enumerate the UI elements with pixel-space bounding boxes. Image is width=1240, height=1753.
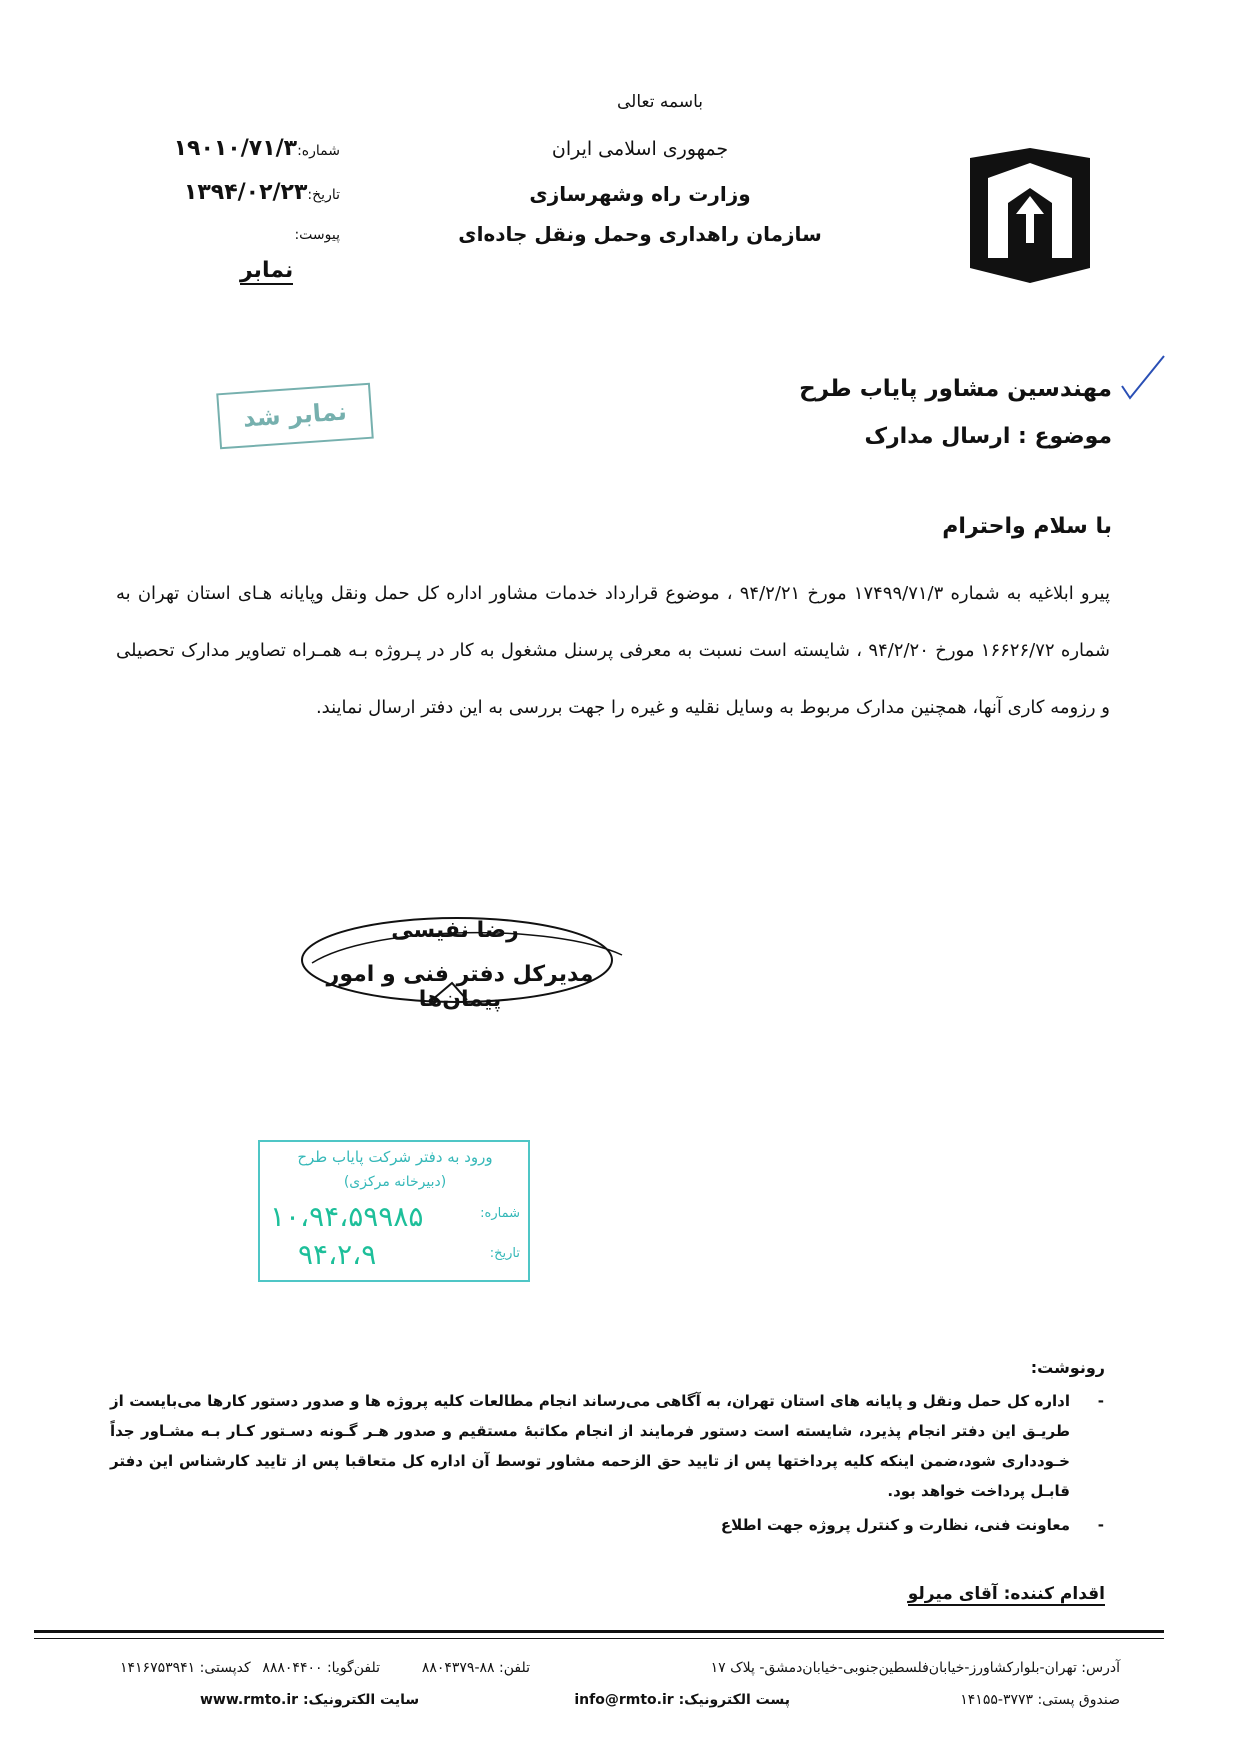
letter-body: پیرو ابلاغیه به شماره ۱۷۴۹۹/۷۱/۳ مورخ ۹۴/۲/۲۱ ، موضوع قرارداد خدمات مشاور اداره کل حمل ونقل وپایانه هـای استان تهران به شماره ۱۶۶۲۶/۷۲ مورخ ۹۴/۲/۲۰ ، شایسته است نسبت به معرفی پرسنل مشغول به کار در پـروژه بـه همـراه تصاویر مدارک تحصیلی و رزومه کاری آنها، همچنین مدارک مربوط به وسایل نقلیه و غیره را جهت بررسی به این دفتر ارسال نمایند. [116, 583, 1110, 718]
addressee: مهندسین مشاور پایاب طرح [799, 376, 1112, 402]
footer-pobox: صندوق پستی: ۳۷۷۳-۱۴۱۵۵ [960, 1692, 1120, 1708]
action-value: آقای میرلو [907, 1584, 998, 1604]
receipt-stamp-line1: ورود به دفتر شرکت پایاب طرح [297, 1148, 493, 1166]
footer-fax: تلفن‌گویا: ۸۸۸۰۴۴۰۰ [262, 1660, 380, 1676]
subject: موضوع : ارسال مدارک [864, 424, 1112, 449]
letter-number [130, 136, 340, 161]
footer-email-label: پست الکترونیک: [678, 1692, 790, 1708]
action-by [780, 1584, 1105, 1604]
cc-item-text: اداره کل حمل ونقل و پایانه های استان تهران، به آگاهی می‌رساند انجام مطالعات کلیه پروژه ها و صدور دستور کارها می‌بایست از طریـق این دفتر انجام پذیرد، شایسته است دستور فرمایند از انجام مکاتبهٔ مستقیم و صدور هـر گـونه دسـتور کـار بـه مشـاور جداً خـودداری شود،ضمن اینکه کلیه پرداختها پس از تایید حق الزحمه مشاور توسط آن اداره کل متعاقبا پس از تایید کارشناس این دفتر قابـل پرداخت خواهد بود. [110, 1392, 1070, 1500]
cc-item-dash: - [1097, 1516, 1104, 1534]
letter-attachment [130, 224, 340, 244]
footer-website-label: سایت الکترونیک: [302, 1692, 420, 1708]
attachment-label: پیوست: [294, 227, 340, 243]
basmala: باسمه تعالی [617, 92, 703, 112]
receipt-date-label: تاریخ: [489, 1246, 520, 1261]
footer-website [200, 1692, 419, 1708]
footer-postcode: کدپستی: ۱۴۱۶۷۵۳۹۴۱ [120, 1660, 251, 1676]
receipt-number-value: ۱۰،۹۴،۵۹۹۸۵ [270, 1200, 424, 1233]
date-label: تاریخ: [307, 187, 340, 203]
receipt-number-label: شماره: [480, 1206, 520, 1221]
letter-date [130, 180, 340, 205]
receipt-stamp [258, 1140, 530, 1282]
number-value: ۱۹۰۱۰/۷۱/۳ [173, 136, 298, 161]
checkmark-icon [1118, 352, 1168, 402]
org-country: جمهوری اسلامی ایران [551, 138, 729, 160]
faxed-stamp: نمابر شد [216, 383, 374, 450]
footer-email [574, 1692, 790, 1708]
cc-item-text: معاونت فنی، نظارت و کنترل پروژه جهت اطلاع [720, 1516, 1070, 1534]
cc-item [110, 1510, 1110, 1540]
cc-list [110, 1386, 1110, 1544]
org-ministry: وزارت راه وشهرسازی [529, 182, 751, 206]
footer-email-link[interactable]: info@rmto.ir [574, 1692, 674, 1708]
footer-phone: تلفن: ۸۸-۸۸۰۴۳۷۹ [421, 1660, 530, 1676]
cc-item-dash: - [1097, 1392, 1104, 1410]
date-value: ۱۳۹۴/۰۲/۲۳ [183, 180, 308, 205]
footer-address: آدرس: تهران-بلوارکشاورز-خیابان‌فلسطین‌جنوبی-خیابان‌دمشق- پلاک ۱۷ [710, 1660, 1120, 1676]
cc-item [110, 1386, 1110, 1506]
action-label: اقدام کننده: [1003, 1584, 1105, 1604]
signatory-name: رضا نفیسی [391, 918, 519, 943]
signatory-title: مدیرکل دفتر فنی و امور پیمان‌ها [326, 962, 594, 1012]
org-organization: سازمان راهداری وحمل ونقل جاده‌ای [458, 222, 822, 246]
rmto-logo-icon [960, 148, 1100, 283]
footer-website-link[interactable]: www.rmto.ir [200, 1692, 299, 1708]
greeting: با سلام واحترام [942, 514, 1112, 539]
footer-rule [34, 1630, 1164, 1633]
footer-rule-thin [34, 1638, 1164, 1639]
receipt-date-value: ۹۴،۲،۹ [298, 1238, 377, 1271]
number-label: شماره: [297, 143, 340, 159]
cc-title: رونوشت: [1030, 1358, 1105, 1377]
receipt-stamp-line2: (دبیرخانه مرکزی) [343, 1174, 447, 1190]
fax-label: نمابر [240, 258, 294, 283]
